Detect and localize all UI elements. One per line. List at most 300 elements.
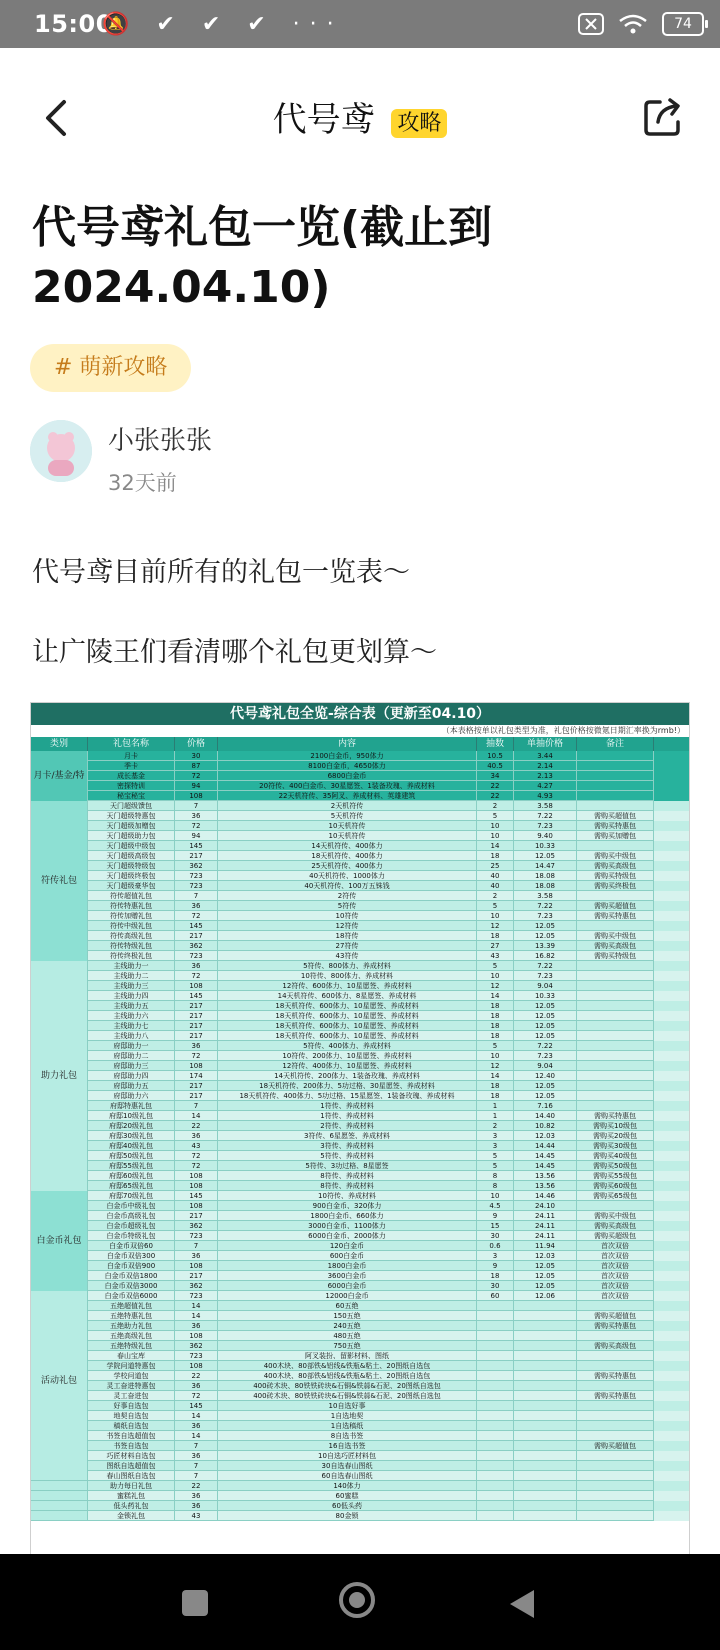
table-cell: 首次双倍: [577, 1271, 654, 1281]
table-row: [31, 1121, 689, 1131]
table-row: [31, 1111, 689, 1121]
table-cell: [514, 1491, 577, 1501]
table-cell: [577, 1511, 654, 1521]
table-cell: [577, 1481, 654, 1491]
system-icons: [578, 12, 704, 36]
table-cell: 需购买高级包: [577, 861, 654, 871]
table-cell: 60: [477, 1291, 514, 1301]
table-cell: 白金币双倍900: [88, 1261, 175, 1271]
table-cell: 3.58: [514, 801, 577, 811]
table-cell: 36: [175, 1131, 218, 1141]
table-cell: 需购买40级包: [577, 1151, 654, 1161]
table-cell: [514, 1451, 577, 1461]
table-cell: 2: [477, 1121, 514, 1131]
table-cell: [514, 1381, 577, 1391]
table-cell: 需购买高级包: [577, 941, 654, 951]
table-cell: [477, 1481, 514, 1491]
table-cell: 108: [175, 1201, 218, 1211]
table-cell: 400砖木块、80铁铁砖块&石铜&铁蒜&石泥、20图纸自选包: [218, 1381, 477, 1391]
table-cell: 1: [477, 1111, 514, 1121]
table-row: [31, 1301, 689, 1311]
table-cell: [514, 1331, 577, 1341]
table-cell: 10: [477, 831, 514, 841]
table-row: [31, 761, 689, 771]
table-cell: 400木块、80部铁&铝线&铁瓶&粘土、20图纸自选包: [218, 1361, 477, 1371]
table-cell: 400砖木块、80铁铁砖块&石铜&铁蒜&石泥、20图纸自选包: [218, 1391, 477, 1401]
table-cell: 8符传、养成材料: [218, 1181, 477, 1191]
table-row: [31, 1401, 689, 1411]
table-cell: [477, 1491, 514, 1501]
table-cell: 需购买终极包: [577, 881, 654, 891]
table-cell: 3600白金币: [218, 1271, 477, 1281]
share-icon[interactable]: [642, 94, 686, 138]
table-cell: 145: [175, 841, 218, 851]
table-row: [31, 801, 689, 811]
table-cell: 春山图纸自选包: [88, 1471, 175, 1481]
table-cell: [577, 791, 654, 801]
table-cell: 36: [175, 811, 218, 821]
table-cell: 5: [477, 811, 514, 821]
table-cell: 首次双倍: [577, 1241, 654, 1251]
top-nav: [0, 48, 720, 184]
table-body: [31, 751, 689, 1521]
nav-title: [0, 92, 720, 141]
table-cell: 18天机符传、200体力、5功过格、30星愿签、养成材料: [218, 1081, 477, 1091]
table-row: [31, 771, 689, 781]
table-cell: 145: [175, 991, 218, 1001]
table-cell: 108: [175, 1361, 218, 1371]
table-cell: 12符传: [218, 921, 477, 931]
table-cell: 10符传、200体力、10星愿签、养成材料: [218, 1051, 477, 1061]
table-cell: [577, 1021, 654, 1031]
notification-icons: 🔕 ✔ ✔ ✔ ···: [102, 12, 344, 37]
table-cell: 723: [175, 951, 218, 961]
table-cell: 24.11: [514, 1221, 577, 1231]
table-row: [31, 1141, 689, 1151]
table-cell: 府邸助力六: [88, 1091, 175, 1101]
table-cell: [577, 1001, 654, 1011]
table-cell: 10.33: [514, 991, 577, 1001]
table-cell: 5: [477, 1151, 514, 1161]
table-cell: [577, 1011, 654, 1021]
table-cell: 10.33: [514, 841, 577, 851]
table-cell: 8符传、养成材料: [218, 1171, 477, 1181]
table-cell: 1符传、养成材料: [218, 1101, 477, 1111]
table-cell: 8: [477, 1181, 514, 1191]
table-cell: 10自选好事: [218, 1401, 477, 1411]
table-row: [31, 811, 689, 821]
table-cell: [514, 1481, 577, 1491]
table-row: [31, 1361, 689, 1371]
table-cell: 43符传: [218, 951, 477, 961]
table-cell: [577, 891, 654, 901]
table-cell: 14.44: [514, 1141, 577, 1151]
table-cell: 40.5: [477, 761, 514, 771]
table-cell: 学院问道特惠包: [88, 1361, 175, 1371]
table-cell: 72: [175, 1161, 218, 1171]
table-cell: 14天机符传、200体力、1装备玫瑰、养成材料: [218, 1071, 477, 1081]
table-row: [31, 831, 689, 841]
table-cell: 稿纸自选包: [88, 1421, 175, 1431]
table-cell: 白金币双倍3000: [88, 1281, 175, 1291]
table-row: [31, 1291, 689, 1301]
table-cell: 4.5: [477, 1201, 514, 1211]
table-cell: 217: [175, 1271, 218, 1281]
topic-tag[interactable]: # 萌新攻略: [30, 344, 191, 392]
table-cell: 18.08: [514, 871, 577, 881]
table-cell: [514, 1441, 577, 1451]
table-cell: 18: [477, 851, 514, 861]
table-cell: 符传加赠礼包: [88, 911, 175, 921]
table-row: [31, 1211, 689, 1221]
table-cell: 14天机符传、400体力: [218, 841, 477, 851]
table-cell: 需购买超值包: [577, 901, 654, 911]
table-cell: 72: [175, 971, 218, 981]
home-button[interactable]: [339, 1582, 375, 1618]
table-cell: 7: [175, 1461, 218, 1471]
table-row: [31, 1421, 689, 1431]
recent-apps-button[interactable]: [182, 1590, 208, 1616]
table-cell: 30: [477, 1231, 514, 1241]
table-row: [31, 1001, 689, 1011]
table-cell: [577, 1101, 654, 1111]
wifi-icon: [618, 13, 648, 35]
nav-badge: 攻略: [391, 109, 447, 138]
table-cell: 22: [175, 1481, 218, 1491]
table-cell: 蜜糕礼包: [88, 1491, 175, 1501]
table-cell: 14: [175, 1311, 218, 1321]
table-cell: 天门超级豪华包: [88, 881, 175, 891]
table-cell: 灵工奋进包: [88, 1391, 175, 1401]
table-cell: 10符传、800体力、养成材料: [218, 971, 477, 981]
table-cell: 18: [477, 1081, 514, 1091]
table-cell: 10天机符传: [218, 831, 477, 841]
table-cell: 13.56: [514, 1171, 577, 1181]
table-cell: 五绝高级礼包: [88, 1331, 175, 1341]
table-cell: 需购买特惠包: [577, 821, 654, 831]
table-cell: 36: [175, 901, 218, 911]
table-cell: 108: [175, 791, 218, 801]
table-cell: 府邸20级礼包: [88, 1121, 175, 1131]
table-cell: 1800白金币、660体力: [218, 1211, 477, 1221]
table-cell: 需购买65级包: [577, 1191, 654, 1201]
table-cell: 16自选书签: [218, 1441, 477, 1451]
table-cell: 需购买加赠包: [577, 831, 654, 841]
table-cell: 需购买高级包: [577, 1341, 654, 1351]
table-cell: 12.06: [514, 1291, 577, 1301]
table-cell: 3: [477, 1131, 514, 1141]
table-cell: 天门超级中级包: [88, 841, 175, 851]
table-row: [31, 1231, 689, 1241]
table-cell: [577, 1491, 654, 1501]
close-box-icon: [578, 13, 604, 35]
table-row: [31, 1351, 689, 1361]
table-cell: 需购买中级包: [577, 931, 654, 941]
table-cell: 首次双倍: [577, 1291, 654, 1301]
table-cell: [577, 1201, 654, 1211]
table-cell: 9.04: [514, 1061, 577, 1071]
table-cell: [477, 1391, 514, 1401]
table-cell: 80金锁: [218, 1511, 477, 1521]
table-cell: 18: [477, 931, 514, 941]
table-cell: [477, 1431, 514, 1441]
table-cell: 22: [175, 1371, 218, 1381]
table-cell: 主线助力六: [88, 1011, 175, 1021]
table-cell: 需购买60级包: [577, 1181, 654, 1191]
table-row: [31, 1031, 689, 1041]
author-block[interactable]: [30, 420, 212, 497]
table-category-label: 白金币礼包: [31, 1191, 88, 1291]
table-cell: 174: [175, 1071, 218, 1081]
table-cell: [577, 1361, 654, 1371]
table-cell: 首次双倍: [577, 1261, 654, 1271]
table-row: [31, 1451, 689, 1461]
table-cell: 主线助力四: [88, 991, 175, 1001]
table-cell: 362: [175, 1341, 218, 1351]
table-cell: 217: [175, 1081, 218, 1091]
table-cell: [577, 1401, 654, 1411]
table-cell: 白金币中级礼包: [88, 1201, 175, 1211]
table-cell: 月卡: [88, 751, 175, 761]
table-cell: [514, 1471, 577, 1481]
table-cell: [577, 1381, 654, 1391]
table-cell: 18天机符传、600体力、10星愿签、养成材料: [218, 1031, 477, 1041]
table-cell: 22: [477, 781, 514, 791]
table-cell: 600白金币: [218, 1251, 477, 1261]
table-cell: 24.11: [514, 1231, 577, 1241]
table-cell: 25天机符传、400体力: [218, 861, 477, 871]
table-cell: 60蜜糕: [218, 1491, 477, 1501]
table-cell: 5: [477, 961, 514, 971]
table-row: [31, 961, 689, 971]
table-row: [31, 1131, 689, 1141]
table-cell: [577, 841, 654, 851]
table-cell: 14天机符传、600体力、8星愿签、养成材料: [218, 991, 477, 1001]
table-cell: 5: [477, 1041, 514, 1051]
table-cell: 7: [175, 1471, 218, 1481]
table-cell: 36: [175, 1501, 218, 1511]
table-cell: [477, 1501, 514, 1511]
table-cell: 府邸助力四: [88, 1071, 175, 1081]
table-cell: 18: [477, 1091, 514, 1101]
table-cell: 需购买超值包: [577, 1311, 654, 1321]
table-cell: [514, 1401, 577, 1411]
table-cell: 10符传、养成材料: [218, 1191, 477, 1201]
table-row: [31, 1311, 689, 1321]
table-cell: 108: [175, 1261, 218, 1271]
table-cell: 14.47: [514, 861, 577, 871]
table-cell: 60五绝: [218, 1301, 477, 1311]
table-cell: 14: [477, 1071, 514, 1081]
table-cell: [514, 1351, 577, 1361]
table-cell: 12.05: [514, 1281, 577, 1291]
table-cell: [514, 1431, 577, 1441]
table-cell: 白金币超级礼包: [88, 1221, 175, 1231]
table-cell: 14: [175, 1431, 218, 1441]
table-cell: 天门超级助力包: [88, 831, 175, 841]
table-cell: 43: [175, 1511, 218, 1521]
table-cell: 需购买超级包: [577, 1231, 654, 1241]
back-button[interactable]: [510, 1590, 534, 1618]
table-cell: 7.23: [514, 911, 577, 921]
table-row: [31, 1371, 689, 1381]
table-category-label: 活动礼包: [31, 1291, 88, 1471]
table-cell: 60自选春山图纸: [218, 1471, 477, 1481]
table-cell: 72: [175, 821, 218, 831]
table-row: [31, 911, 689, 921]
table-cell: [477, 1421, 514, 1431]
table-cell: 府邸特惠礼包: [88, 1101, 175, 1111]
table-row: [31, 1161, 689, 1171]
table-cell: 需购买55级包: [577, 1171, 654, 1181]
table-category-label: 月卡/基金/特: [31, 751, 88, 801]
table-category-spacer: [31, 1481, 88, 1491]
table-cell: 7.22: [514, 811, 577, 821]
table-cell: [477, 1411, 514, 1421]
table-cell: 符传高级礼包: [88, 931, 175, 941]
table-cell: 750五绝: [218, 1341, 477, 1351]
table-cell: 36: [175, 1321, 218, 1331]
table-cell: 20符传、400白金币、30星愿签、1装备玫瑰、养成材料: [218, 781, 477, 791]
table-cell: 府邸70级礼包: [88, 1191, 175, 1201]
table-cell: [477, 1401, 514, 1411]
table-row: [31, 1181, 689, 1191]
avatar[interactable]: [30, 420, 92, 482]
table-cell: 22: [477, 791, 514, 801]
table-cell: 72: [175, 1051, 218, 1061]
table-cell: 府邸60级礼包: [88, 1171, 175, 1181]
table-cell: 需购买特级包: [577, 951, 654, 961]
table-cell: 需购买超值包: [577, 811, 654, 821]
table-cell: 府邸50级礼包: [88, 1151, 175, 1161]
table-cell: [477, 1331, 514, 1341]
table-cell: [577, 1051, 654, 1061]
table-row: [31, 991, 689, 1001]
table-cell: 2符传: [218, 891, 477, 901]
table-cell: 4.27: [514, 781, 577, 791]
table-cell: 12.05: [514, 1081, 577, 1091]
table-cell: [477, 1451, 514, 1461]
table-cell: 符传特惠礼包: [88, 901, 175, 911]
table-cell: 900白金币、320体力: [218, 1201, 477, 1211]
table-cell: [577, 781, 654, 791]
table-cell: 36: [175, 1251, 218, 1261]
table-cell: 需购买超值包: [577, 1441, 654, 1451]
table-row: [31, 861, 689, 871]
table-cell: 天门超级加赠包: [88, 821, 175, 831]
table-cell: 362: [175, 1221, 218, 1231]
table-cell: 五绝特级礼包: [88, 1341, 175, 1351]
table-cell: 2.13: [514, 771, 577, 781]
table-cell: 10: [477, 1051, 514, 1061]
table-cell: 3: [477, 1141, 514, 1151]
table-header-cell: 类别: [31, 737, 88, 751]
table-cell: 217: [175, 1001, 218, 1011]
table-cell: [577, 991, 654, 1001]
gift-pack-table-image[interactable]: [30, 702, 690, 1556]
table-cell: 11.94: [514, 1241, 577, 1251]
table-cell: [577, 1501, 654, 1511]
table-cell: [477, 1351, 514, 1361]
table-header-cell: 抽数: [477, 737, 514, 751]
table-cell: 府邸助力二: [88, 1051, 175, 1061]
paragraph-2: 让广陵王们看清哪个礼包更划算～: [32, 637, 437, 668]
table-cell: [577, 1451, 654, 1461]
table-cell: 3符传、养成材料: [218, 1141, 477, 1151]
table-cell: 30自选春山图纸: [218, 1461, 477, 1471]
table-cell: [577, 801, 654, 811]
table-cell: 1自选地契: [218, 1411, 477, 1421]
table-row: [31, 1461, 689, 1471]
table-cell: 145: [175, 1191, 218, 1201]
table-cell: 108: [175, 1181, 218, 1191]
table-cell: 5符传: [218, 901, 477, 911]
table-cell: 府邸助力三: [88, 1061, 175, 1071]
table-cell: 7: [175, 1441, 218, 1451]
table-cell: 府邸助力五: [88, 1081, 175, 1091]
table-cell: 需购买特惠包: [577, 1371, 654, 1381]
table-cell: 40天机符传、100万五铢钱: [218, 881, 477, 891]
table-row: [31, 951, 689, 961]
table-cell: 需购买20级包: [577, 1131, 654, 1141]
table-cell: 7: [175, 801, 218, 811]
author-name[interactable]: 小张张张: [108, 426, 213, 456]
table-cell: 7.23: [514, 821, 577, 831]
table-cell: 10: [477, 971, 514, 981]
table-cell: 首次双倍: [577, 1281, 654, 1291]
table-cell: [477, 1381, 514, 1391]
table-cell: [577, 961, 654, 971]
table-row: [31, 1071, 689, 1081]
table-cell: 需购买特惠包: [577, 1111, 654, 1121]
table-cell: 27符传: [218, 941, 477, 951]
table-header: [31, 737, 689, 751]
table-cell: 18: [477, 1271, 514, 1281]
table-category-spacer: [31, 1501, 88, 1511]
table-cell: 主线助力五: [88, 1001, 175, 1011]
table-cell: [577, 1331, 654, 1341]
table-row: [31, 1391, 689, 1401]
table-row: [31, 891, 689, 901]
table-cell: 36: [175, 1421, 218, 1431]
table-cell: 14.46: [514, 1191, 577, 1201]
table-row: [31, 981, 689, 991]
table-cell: [477, 1301, 514, 1311]
table-cell: 天门超级馈包: [88, 801, 175, 811]
table-cell: [477, 1461, 514, 1471]
table-cell: 3.58: [514, 891, 577, 901]
table-cell: 需购买中级包: [577, 1211, 654, 1221]
table-cell: 40: [477, 881, 514, 891]
table-row: [31, 931, 689, 941]
table-cell: 723: [175, 1231, 218, 1241]
table-title: 代号鸢礼包全览-综合表（更新至04.10）: [31, 703, 689, 725]
table-cell: 3.44: [514, 751, 577, 761]
table-cell: 4.93: [514, 791, 577, 801]
table-cell: 主线助力三: [88, 981, 175, 991]
table-cell: 14.45: [514, 1151, 577, 1161]
table-row: [31, 1221, 689, 1231]
table-cell: 学校问道包: [88, 1371, 175, 1381]
table-cell: 12.05: [514, 1091, 577, 1101]
table-cell: 府邸10级礼包: [88, 1111, 175, 1121]
table-row: [31, 1271, 689, 1281]
table-row: [31, 821, 689, 831]
table-cell: 5: [477, 1161, 514, 1171]
table-cell: 首次双倍: [577, 1251, 654, 1261]
table-cell: 72: [175, 911, 218, 921]
table-cell: 12: [477, 1061, 514, 1071]
